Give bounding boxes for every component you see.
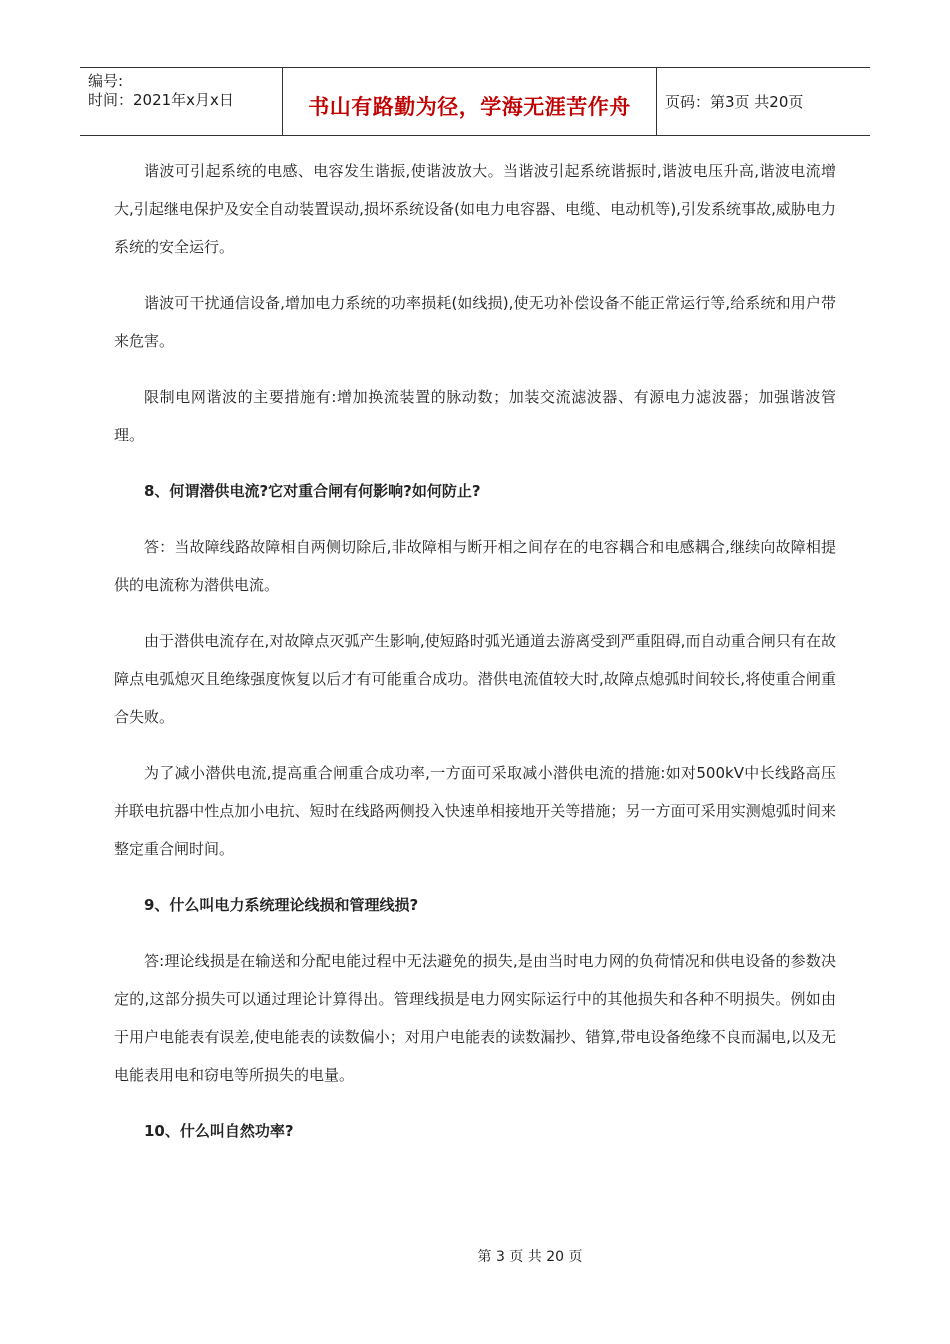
paragraph: 谐波可引起系统的电感、电容发生谐振,使谐波放大。当谐波引起系统谐振时,谐波电压升高,谐波电流增大,引起继电保护及安全自动装置误动,损坏系统设备(如电力电容器、电缆、电动机等),引发系统事故,威胁电力系统的安全运行。: [114, 162, 836, 256]
header-motto-cell: [283, 68, 657, 135]
motto-text: 书山有路勤为径，学海无涯苦作舟: [308, 94, 631, 119]
header-page-cell: [657, 68, 870, 135]
paragraph: 答:理论线损是在输送和分配电能过程中无法避免的损失,是由当时电力网的负荷情况和供电设备的参数决定的,这部分损失可以通过理论计算得出。管理线损是电力网实际运行中的其他损失和各种不明损失。例如由于用户电能表有误差,使电能表的读数偏小；对用户电能表的读数漏抄、错算,带电设备绝缘不良而漏电,以及无电能表用电和窃电等所损失的电量。: [114, 952, 836, 1084]
paragraph: 为了减小潜供电流,提高重合闸重合成功率,一方面可采取减小潜供电流的措施:如对500kV中长线路高压并联电抗器中性点加小电抗、短时在线路两侧投入快速单相接地开关等措施；另一方面可采用实测熄弧时间来整定重合闸时间。: [114, 764, 836, 858]
document-body: [114, 152, 836, 1168]
question-heading: 10、什么叫自然功率?: [144, 1122, 294, 1140]
date-label: 时间：2021年x月x日: [88, 91, 234, 109]
paragraph: 答：当故障线路故障相自两侧切除后,非故障相与断开相之间存在的电容耦合和电感耦合,继续向故障相提供的电流称为潜供电流。: [114, 538, 836, 594]
paragraph: 限制电网谐波的主要措施有:增加换流装置的脉动数；加装交流滤波器、有源电力滤波器；加强谐波管理。: [114, 388, 836, 444]
page-number-label: 页码：第3页 共20页: [665, 93, 804, 111]
footer-page-number: 第 3 页 共 20 页: [477, 1249, 583, 1265]
serial-number-label: 编号:: [88, 72, 124, 90]
paragraph: 由于潜供电流存在,对故障点灭弧产生影响,使短路时弧光通道去游离受到严重阻碍,而自动重合闸只有在故障点电弧熄灭且绝缘强度恢复以后才有可能重合成功。潜供电流值较大时,故障点熄弧时间较长,将使重合闸重合失败。: [114, 632, 836, 726]
paragraph: 谐波可干扰通信设备,增加电力系统的功率损耗(如线损),使无功补偿设备不能正常运行等,给系统和用户带来危害。: [114, 294, 836, 350]
question-heading: 8、何谓潜供电流?它对重合闸有何影响?如何防止?: [144, 482, 481, 500]
page-footer: [0, 1246, 950, 1266]
page-header: [80, 67, 870, 136]
header-meta-cell: [80, 68, 283, 135]
question-heading: 9、什么叫电力系统理论线损和管理线损?: [144, 896, 419, 914]
